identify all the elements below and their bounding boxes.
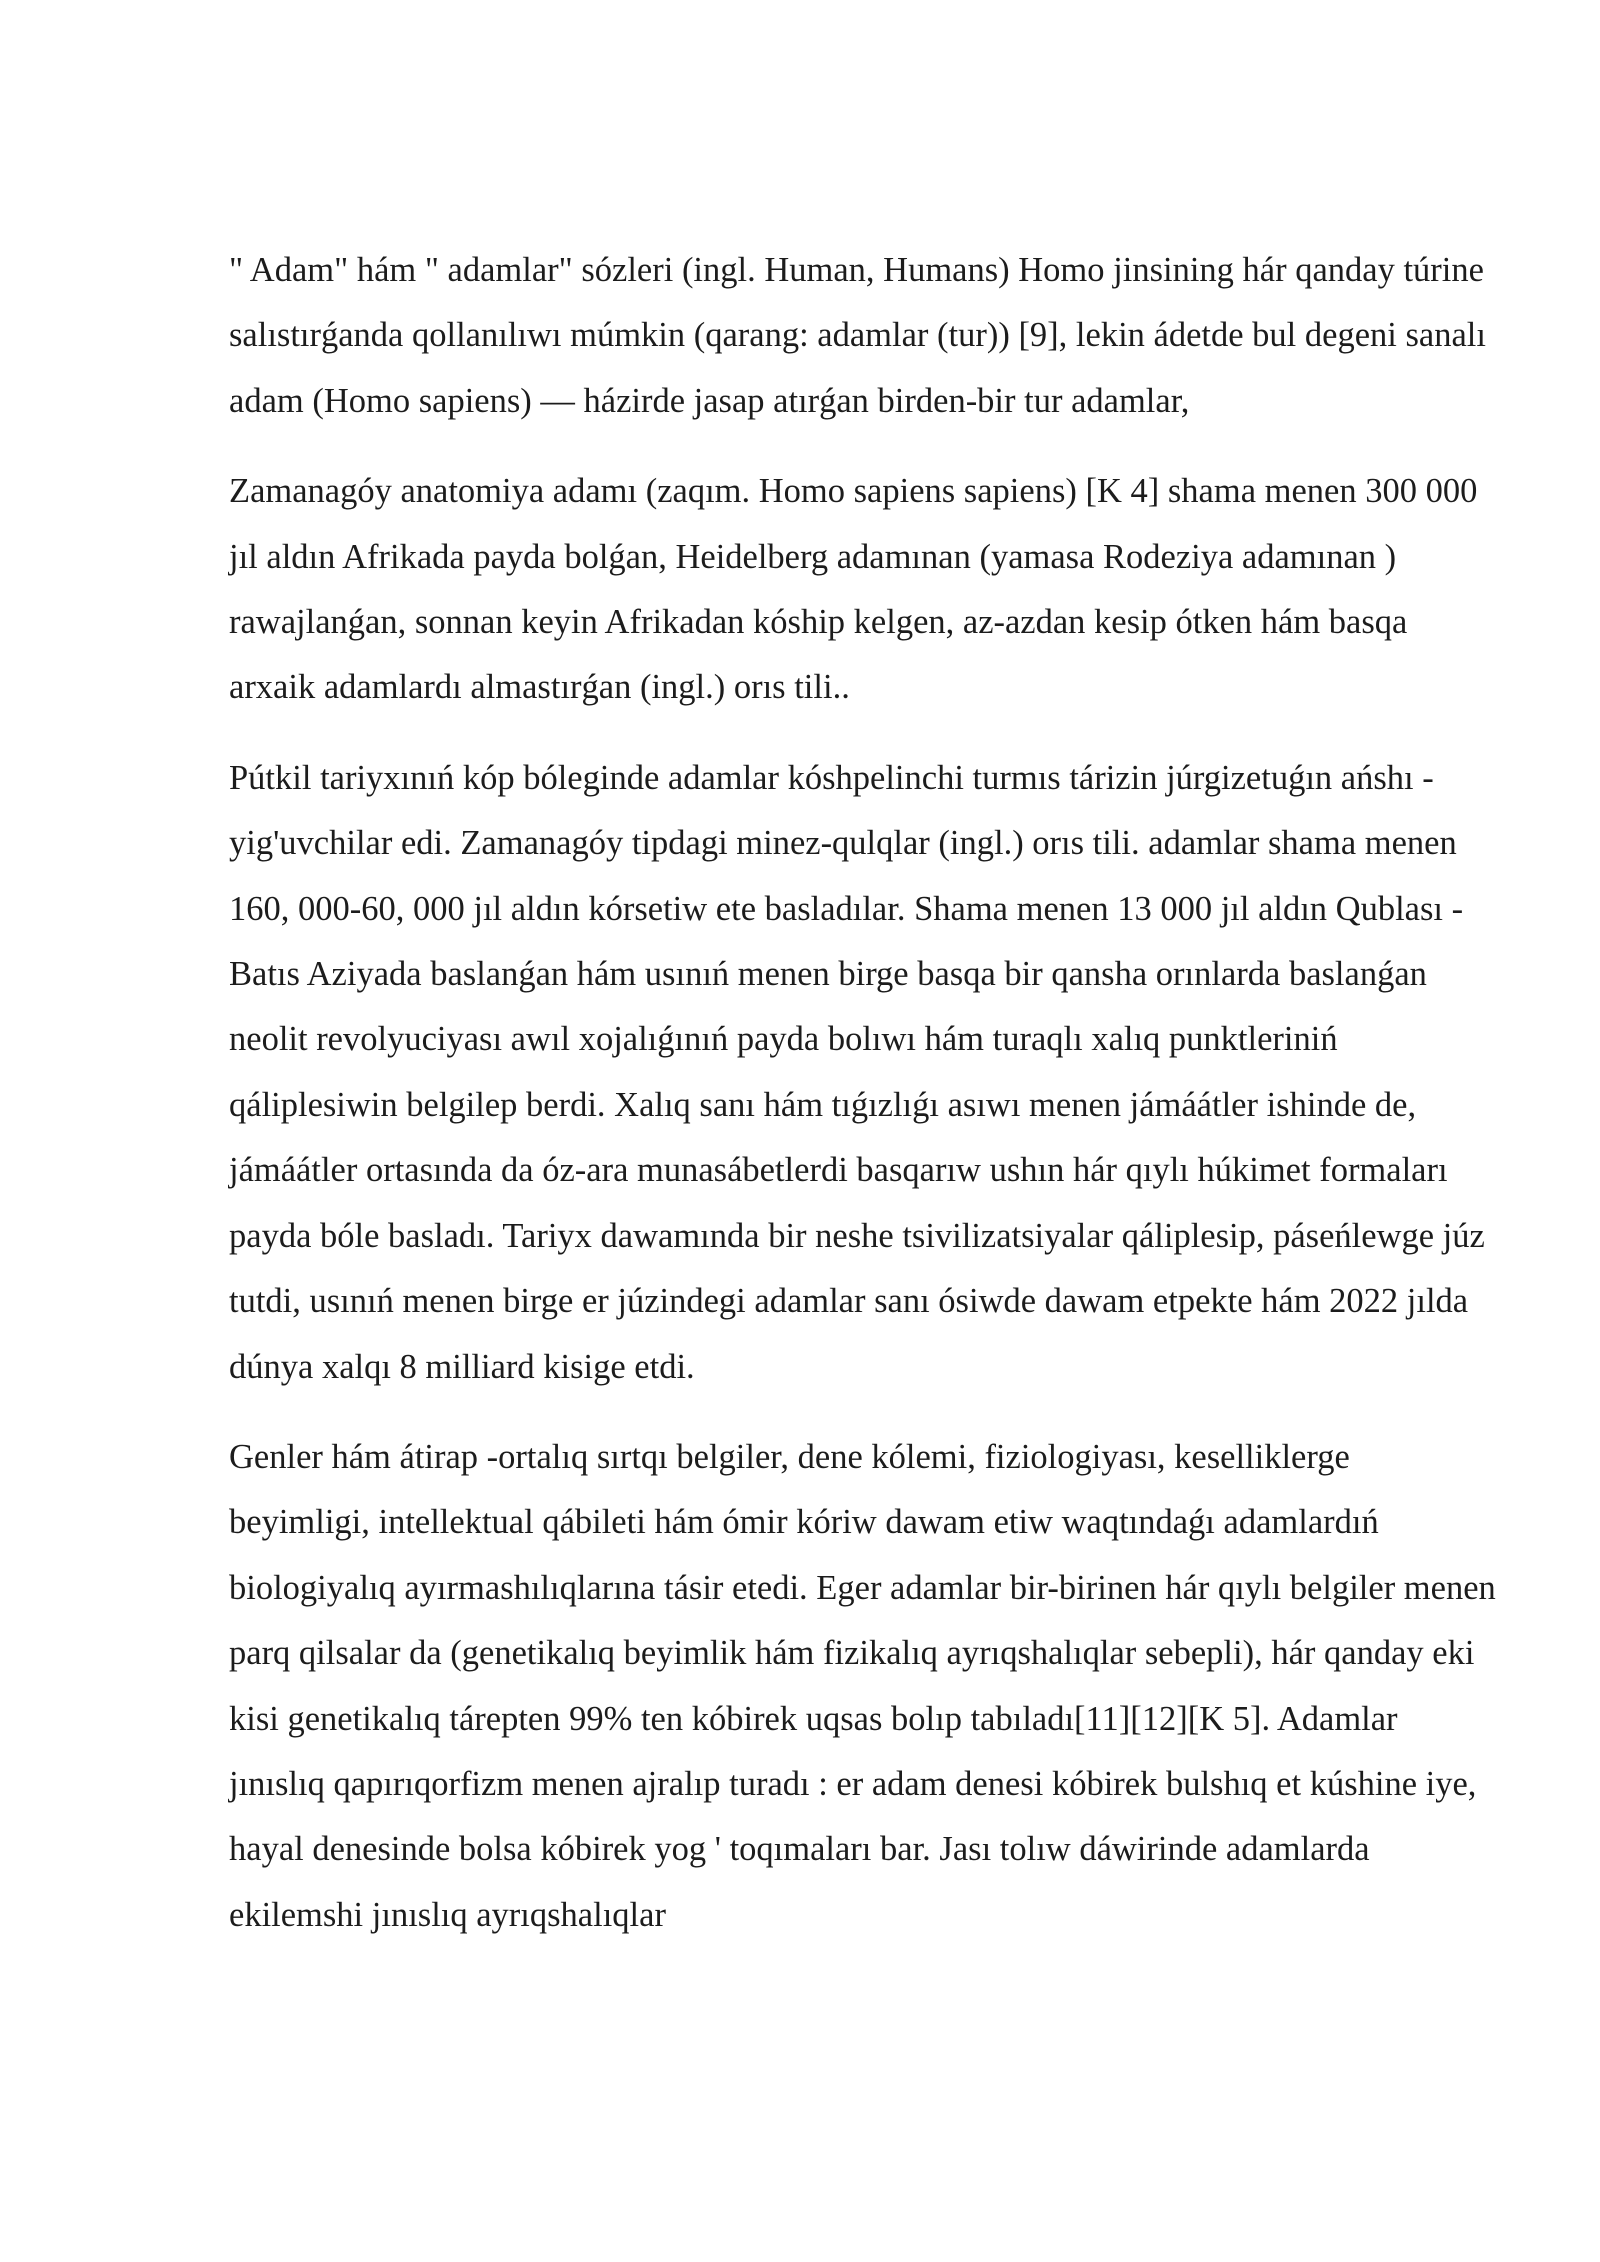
paragraph-1: " Adam" hám " adamlar" sózleri (ingl. Human, Humans) Homo jinsining hár qanday túrine salıstırǵanda qollanılıwı múmkin (qarang: adamlar (tur)) [9], lekin ádetde bul degeni sanalı adam (Homo sapiens) — házirde jasap atırǵan birden-bir tur adamlar, <box>229 251 1486 420</box>
document-body <box>229 238 1499 1973</box>
paragraph-4: Genler hám átirap -ortalıq sırtqı belgiler, dene kólemi, fiziologiyası, keselliklerge beyimligi, intellektual qábileti hám ómir kóriw dawam etiw waqtındaǵı adamlardıń biologiyalıq ayırmashılıqlarına tásir etedi. Eger adamlar bir-birinen hár qıylı belgiler menen parq qilsalar da (genetikalıq beyimlik hám fizikalıq ayrıqshalıqlar sebepli), hár qanday eki kisi genetikalıq tárepten 99% ten kóbirek uqsas bolıp tabıladı[11][12][K 5]. Adamlar jınıslıq qapırıqorfizm menen ajralıp turadı : er adam denesi kóbirek bulshıq et kúshine iye, hayal denesinde bolsa kóbirek yog ' toqımaları bar. Jası tolıw dáwirinde adamlarda ekilemshi jınıslıq ayrıqshalıqlar <box>229 1437 1496 1934</box>
paragraph-2: Zamanagóy anatomiya adamı (zaqım. Homo sapiens sapiens) [K 4] shama menen 300 000 jıl aldın Afrikada payda bolǵan, Heidelberg adamınan (yamasa Rodeziya adamınan ) rawajlanǵan, sonnan keyin Afrikadan kóship kelgen, az-azdan kesip ótken hám basqa arxaik adamlardı almastırǵan (ingl.) orıs tili.. <box>229 472 1478 707</box>
paragraph-3: Pútkil tariyxınıń kóp bóleginde adamlar kóshpelinchi turmıs tárizin júrgizetuǵın ańshı -yig'uvchilar edi. Zamanagóy tipdagi minez-qulqlar (ingl.) orıs tili. adamlar shama menen 160, 000-60, 000 jıl aldın kórsetiw ete basladılar. Shama menen 13 000 jıl aldın Qublası -Batıs Aziyada baslanǵan hám usınıń menen birge basqa bir qansha orınlarda baslanǵan neolit revolyuciyası awıl xojalıǵınıń payda bolıwı hám turaqlı xalıq punktleriniń qáliplesiwin belgilep berdi. Xalıq sanı hám tıǵızlıǵı asıwı menen jámáátler ishinde de, jámáátler ortasında da óz-ara munasábetlerdi basqarıw ushın hár qıylı húkimet formaları payda bóle basladı. Tariyx dawamında bir neshe tsivilizatsiyalar qáliplesip, páseńlewge júz tutdi, usınıń menen birge er júzindegi adamlar sanı ósiwde dawam etpekte hám 2022 jılda dúnya xalqı 8 milliard kisige etdi. <box>229 758 1485 1386</box>
